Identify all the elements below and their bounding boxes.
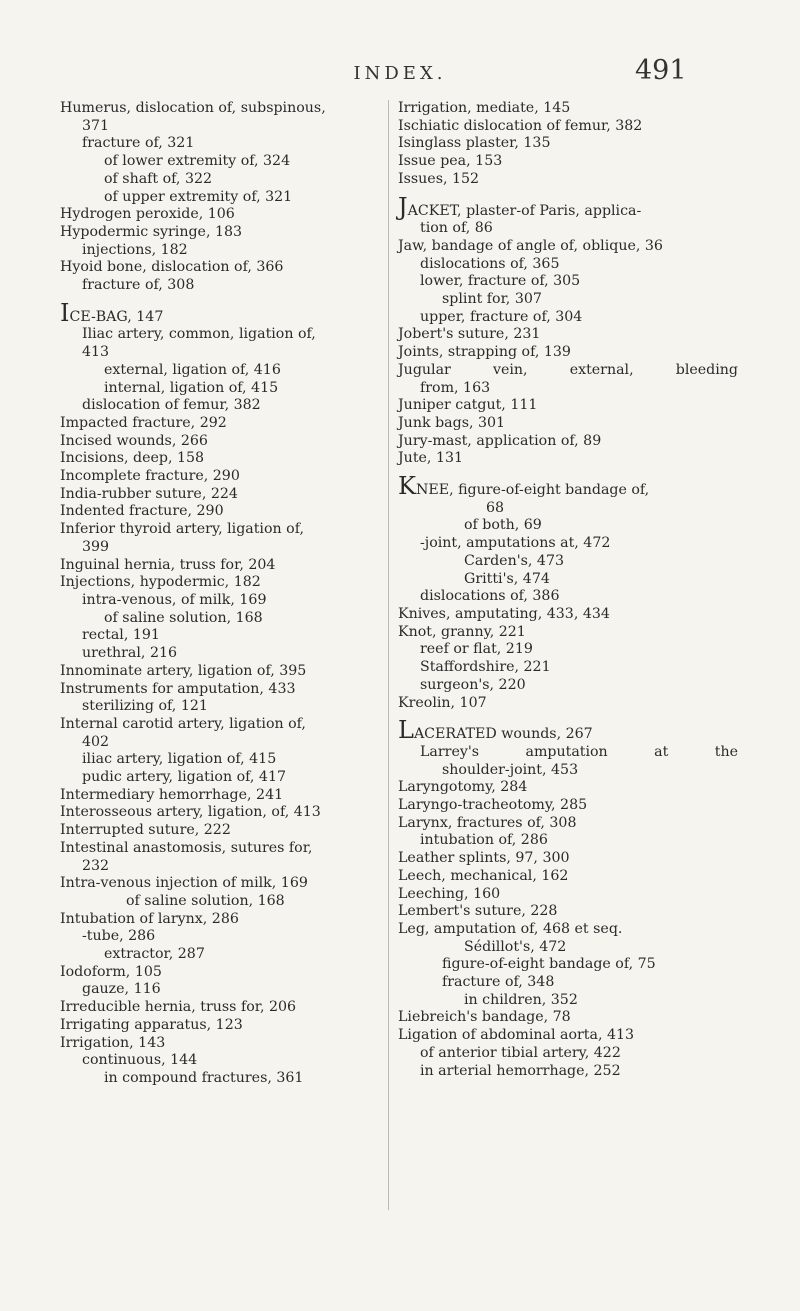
index-entry: Kreolin, 107: [398, 694, 487, 711]
index-entry: Isinglass plaster, 135: [398, 135, 551, 152]
index-entry: 68: [486, 499, 505, 516]
index-entry: intra-venous, of milk, 169: [82, 591, 267, 608]
index-entry: gauze, 116: [82, 981, 161, 998]
index-entry: Laryngotomy, 284: [398, 779, 528, 796]
section-gap: [398, 189, 738, 199]
index-entry: Intubation of larynx, 286: [60, 910, 239, 927]
index-entry: of lower extremity of, 324: [104, 153, 291, 170]
index-entry: 232: [82, 857, 110, 874]
section-initial: K: [398, 472, 416, 501]
index-entry: surgeon's, 220: [420, 676, 526, 693]
section-gap: [60, 295, 400, 305]
index-entry: Intra-venous injection of milk, 169: [60, 875, 308, 892]
index-entry: of upper extremity of, 321: [104, 188, 293, 205]
index-entry: Indented fracture, 290: [60, 503, 224, 520]
index-entry: dislocation of femur, 382: [82, 397, 261, 414]
index-entry: 402: [82, 733, 110, 750]
index-entry: from, 163: [420, 379, 491, 396]
index-entry: upper, fracture of, 304: [420, 308, 583, 325]
index-entry: Juniper catgut, 111: [398, 397, 538, 414]
index-entry: JACKET, plaster-of Paris, applica-: [398, 192, 642, 221]
index-entry: Joints, strapping of, 139: [398, 344, 571, 361]
index-entry: Irrigation, mediate, 145: [398, 100, 571, 116]
index-entry: Carden's, 473: [464, 552, 564, 569]
index-entry: of both, 69: [464, 517, 542, 534]
index-entry: Humerus, dislocation of, subspinous,: [60, 100, 326, 116]
index-entry: Irrigating apparatus, 123: [60, 1016, 243, 1033]
index-entry: Issues, 152: [398, 170, 480, 187]
index-entry: Knives, amputating, 433, 434: [398, 605, 610, 622]
index-entry: external, ligation of, 416: [104, 361, 281, 378]
index-entry: Lembert's suture, 228: [398, 903, 558, 920]
index-entry: Leg, amputation of, 468 et seq.: [398, 920, 623, 937]
index-entry: Leeching, 160: [398, 885, 501, 902]
index-entry: Jaw, bandage of angle of, oblique, 36: [398, 237, 663, 254]
index-entry: Inferior thyroid artery, ligation of,: [60, 521, 304, 538]
index-entry: Iliac artery, common, ligation of,: [82, 326, 316, 343]
index-entry: fracture of, 348: [442, 974, 555, 991]
index-entry: LACERATED wounds, 267: [398, 716, 593, 745]
index-entry: Innominate artery, ligation of, 395: [60, 662, 307, 679]
index-entry: Jobert's suture, 231: [398, 326, 541, 343]
index-entry: -joint, amputations at, 472: [420, 535, 611, 552]
index-entry: Intestinal anastomosis, sutures for,: [60, 839, 313, 856]
index-entry: extractor, 287: [104, 946, 205, 963]
index-entry: Interosseous artery, ligation, of, 413: [60, 804, 321, 821]
index-entry: Incised wounds, 266: [60, 432, 208, 449]
column-divider: [388, 100, 389, 1210]
index-entry: reef or flat, 219: [420, 641, 533, 658]
index-entry: Ischiatic dislocation of femur, 382: [398, 117, 643, 134]
index-entry: Iodoform, 105: [60, 963, 162, 980]
section-initial: J: [398, 192, 408, 221]
index-entry: Issue pea, 153: [398, 153, 503, 170]
index-entry: dislocations of, 365: [420, 255, 560, 272]
index-entry: Leech, mechanical, 162: [398, 867, 569, 884]
section-gap: [398, 468, 738, 478]
index-entry: fracture of, 308: [82, 277, 195, 294]
index-entry: rectal, 191: [82, 627, 160, 644]
index-entry: Larynx, fractures of, 308: [398, 814, 577, 831]
index-entry: KNEE, figure-of-eight bandage of,: [398, 472, 650, 501]
index-entry: of shaft of, 322: [104, 170, 213, 187]
index-entry: Junk bags, 301: [398, 414, 506, 431]
index-entry: 399: [82, 538, 110, 555]
index-entry: sterilizing of, 121: [82, 698, 208, 715]
index-entry: Interrupted suture, 222: [60, 822, 231, 839]
section-gap: [398, 712, 738, 722]
left-column: [60, 100, 400, 1088]
index-entry: fracture of, 321: [82, 135, 195, 152]
index-entry: Irreducible hernia, truss for, 206: [60, 999, 297, 1016]
index-entry: Hydrogen peroxide, 106: [60, 206, 235, 223]
index-entry: Impacted fracture, 292: [60, 414, 227, 431]
index-entry: of saline solution, 168: [126, 892, 285, 909]
index-entry: dislocations of, 386: [420, 588, 560, 605]
running-header: INDEX.: [353, 63, 447, 84]
index-entry: internal, ligation of, 415: [104, 379, 279, 396]
index-entry: Injections, hypodermic, 182: [60, 574, 261, 591]
index-entry: Instruments for amputation, 433: [60, 680, 296, 697]
index-entry: Intermediary hemorrhage, 241: [60, 786, 284, 803]
index-entry: Sédillot's, 472: [464, 938, 567, 955]
index-entry: in compound fractures, 361: [104, 1069, 304, 1086]
index-entry: Gritti's, 474: [464, 570, 550, 587]
index-entry: figure-of-eight bandage of, 75: [442, 956, 656, 973]
index-entry: lower, fracture of, 305: [420, 273, 581, 290]
index-entry: -tube, 286: [82, 928, 156, 945]
index-entry: 371: [82, 117, 110, 134]
index-entry: Incomplete fracture, 290: [60, 468, 240, 485]
index-entry: of anterior tibial artery, 422: [420, 1044, 621, 1061]
section-initial: L: [398, 716, 414, 745]
index-entry: shoulder-joint, 453: [442, 761, 579, 778]
index-entry: pudic artery, ligation of, 417: [82, 769, 286, 786]
index-entry: Ligation of abdominal aorta, 413: [398, 1027, 635, 1044]
index-entry: in arterial hemorrhage, 252: [420, 1062, 621, 1079]
index-entry: Knot, granny, 221: [398, 623, 526, 640]
right-column: [398, 100, 738, 1080]
index-entry: ICE-BAG, 147: [60, 298, 164, 327]
index-entry: splint for, 307: [442, 291, 542, 308]
index-entry: injections, 182: [82, 241, 188, 258]
section-initial: I: [60, 298, 70, 327]
index-entry: Jute, 131: [398, 450, 464, 467]
index-entry: India-rubber suture, 224: [60, 485, 238, 502]
index-entry: Inguinal hernia, truss for, 204: [60, 556, 276, 573]
index-entry: Internal carotid artery, ligation of,: [60, 715, 306, 732]
index-entry: Liebreich's bandage, 78: [398, 1009, 571, 1026]
index-entry: Hypodermic syringe, 183: [60, 223, 243, 240]
index-entry: continuous, 144: [82, 1052, 198, 1069]
index-entry: Incisions, deep, 158: [60, 450, 205, 467]
index-entry: Jury-mast, application of, 89: [398, 432, 602, 449]
index-entry: iliac artery, ligation of, 415: [82, 751, 277, 768]
index-entry: urethral, 216: [82, 645, 178, 662]
index-entry: of saline solution, 168: [104, 609, 263, 626]
index-entry: Irrigation, 143: [60, 1034, 166, 1051]
index-entry: Larrey's amputation at the: [420, 743, 738, 760]
index-entry: Leather splints, 97, 300: [398, 850, 570, 867]
index-entry: Jugular vein, external, bleeding: [398, 361, 738, 378]
index-entry: 413: [82, 344, 110, 361]
page-number: 491: [635, 55, 687, 86]
index-entry: tion of, 86: [420, 220, 493, 237]
index-entry: in children, 352: [464, 991, 578, 1008]
index-entry: Hyoid bone, dislocation of, 366: [60, 259, 284, 276]
index-entry: Staffordshire, 221: [420, 659, 551, 676]
index-entry: Laryngo-tracheotomy, 285: [398, 797, 588, 814]
index-entry: intubation of, 286: [420, 832, 548, 849]
